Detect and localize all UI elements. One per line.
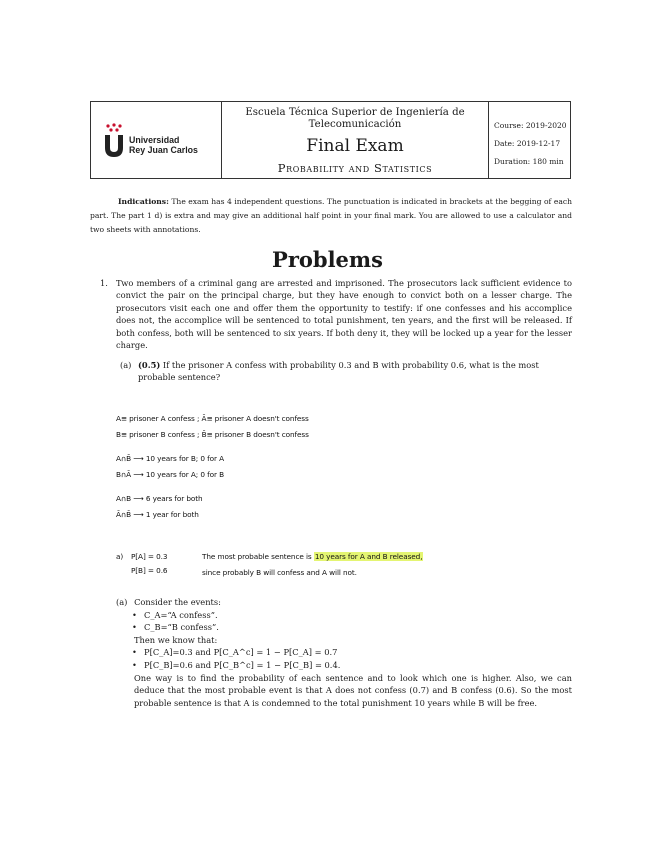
subject-title: Probability and Statistics: [277, 161, 433, 175]
answer-highlight: 10 years for A and B released,: [314, 552, 423, 561]
indications-label: Indications:: [118, 197, 169, 206]
handwritten-answer-line-1: [202, 552, 423, 561]
school-line-2: Telecomunicación: [308, 119, 402, 130]
answer-text-1: The most probable sentence is: [202, 552, 314, 561]
event-ca: • C_A=“A confess”.: [116, 609, 572, 622]
fact-2: • P[C_B]=0.6 and P[C_B^c] = 1 − P[C_B] = 0.4.: [116, 659, 572, 672]
part-a-label: (a): [120, 360, 132, 370]
handwritten-prob-a: P[A] = 0.3: [131, 552, 168, 561]
school-line-1: Escuela Técnica Superior de Ingeniería de: [245, 107, 465, 118]
handwritten-line-3: A∩B̄ ⟶ 10 years for B; 0 for A: [116, 454, 224, 463]
indications: [90, 195, 572, 237]
handwritten-line-2: B≡ prisoner B confess ; B̄≡ prisoner B doesn't confess: [116, 430, 309, 439]
exam-title: Final Exam: [306, 136, 404, 156]
header-center: [222, 102, 489, 178]
solution-conclusion: One way is to find the probability of each sentence and to look which one is higher. Also, we can deduce that the most probable event is that A does not confess (0.7) and B confess (0.6). So the most probable sentence is that A is condemned to the total punishment 10 years while B will be free.: [134, 672, 572, 708]
problem-1: [100, 277, 572, 351]
logo-line-2: Rey Juan Carlos: [129, 145, 198, 155]
problem-1-part-a: [120, 359, 572, 384]
handwritten-answer-line-2: since probably B will confess and A will not.: [202, 568, 357, 577]
date-text: Date: 2019-12-17: [494, 139, 561, 148]
urjc-logo-icon: [101, 123, 127, 157]
solution-intro-row: [116, 596, 572, 609]
university-logo: [91, 102, 222, 178]
university-name: [129, 135, 198, 155]
handwritten-line-5: A∩B ⟶ 6 years for both: [116, 494, 203, 503]
part-a-points: (0.5): [138, 360, 161, 370]
handwritten-answer-label: a): [116, 552, 124, 561]
indications-text: The exam has 4 independent questions. The punctuation is indicated in brackets at the begging of each part. The part 1 d) is extra and may give an additional half point in your final mark. You are allowed to use a calculator and two sheets with annotations.: [90, 197, 572, 234]
part-a-question: [138, 359, 572, 384]
solution-part-a: [116, 596, 572, 709]
problem-number: 1.: [100, 278, 108, 288]
duration-text: Duration: 180 min: [494, 157, 564, 166]
problem-1-text: Two members of a criminal gang are arrested and imprisoned. The prosecutors lack sufficient evidence to convict the pair on the principal charge, but they have enough to convict both on a lesser charge. The prosecutors visit each one and offer them the opportunity to testify: if one confesses and his accomplice does not, the accomplice will be sentenced to total punishment, ten years, and the first will be released. If both confess, both will be sentenced to six years. If both deny it, they will be locked up a year for the lesser charge.: [116, 278, 572, 351]
known-heading: Then we know that:: [134, 634, 218, 645]
handwritten-line-4: B∩Ā ⟶ 10 years for A; 0 for B: [116, 470, 224, 479]
event-cb: • C_B=“B confess”.: [116, 621, 572, 634]
handwritten-line-1: A≡ prisoner A confess ; Ā≡ prisoner A doesn't confess: [116, 414, 309, 423]
solution-label: (a): [116, 597, 128, 607]
problems-heading: Problems: [272, 247, 383, 272]
fact-1: • P[C_A]=0.3 and P[C_A^c] = 1 − P[C_A] = 0.7: [116, 646, 572, 659]
exam-header: [90, 101, 571, 179]
school-name: [222, 107, 488, 131]
handwritten-prob-b: P[B] = 0.6: [131, 566, 168, 575]
handwritten-line-6: Ā∩B̄ ⟶ 1 year for both: [116, 510, 199, 519]
solution-intro: Consider the events:: [134, 597, 221, 607]
logo-line-1: Universidad: [129, 135, 180, 145]
course-text: Course: 2019-2020: [494, 121, 567, 130]
part-a-text: If the prisoner A confess with probability 0.3 and B with probability 0.6, what is the most probable sentence?: [138, 360, 539, 383]
exam-meta: [489, 102, 570, 178]
